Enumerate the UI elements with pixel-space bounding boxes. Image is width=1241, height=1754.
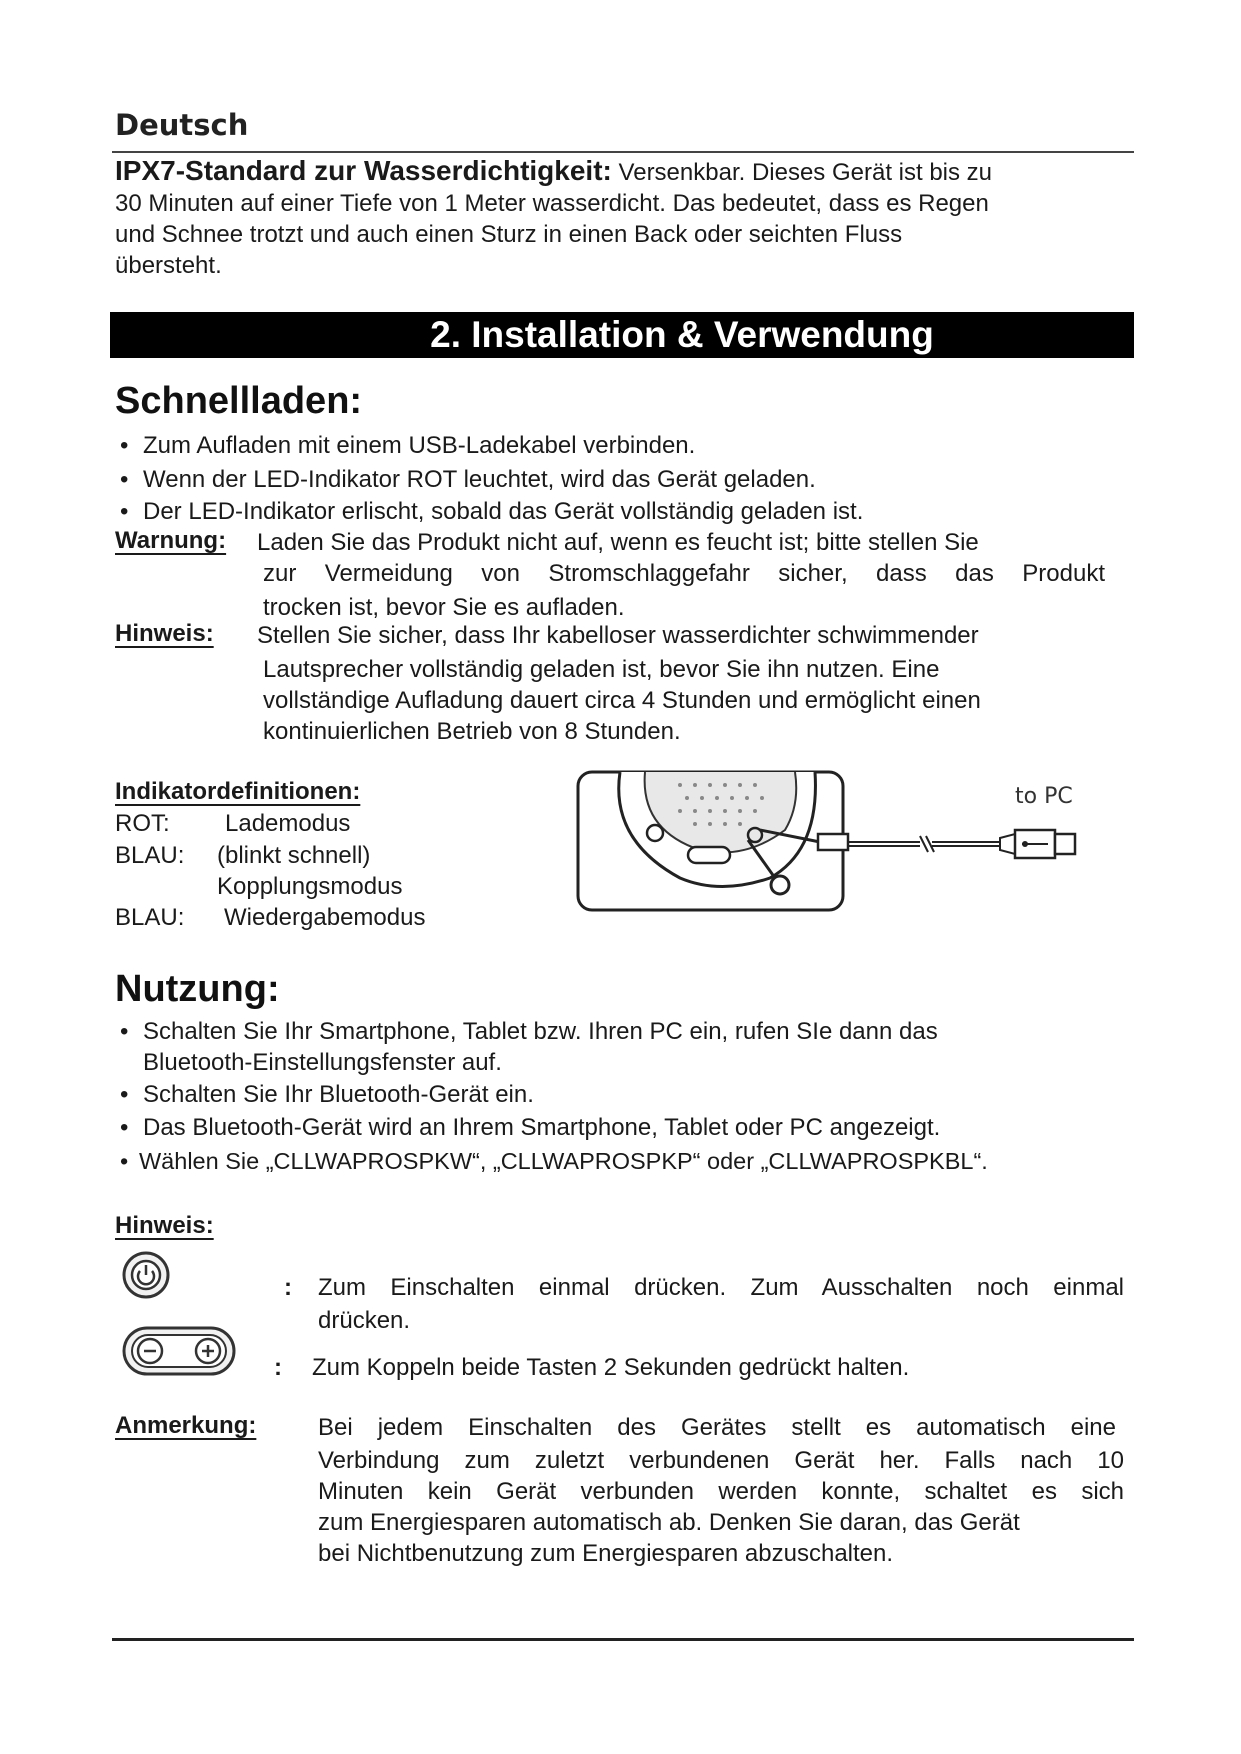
anmerkung-line4: zum Energiesparen automatisch ab. Denken Sie daran, das Gerät bbox=[318, 1509, 1020, 1536]
warnung-line3: trocken ist, bevor Sie es aufladen. bbox=[263, 594, 625, 621]
nutzung-list bbox=[115, 1016, 1125, 1179]
indicator-value-kopplung: Kopplungsmodus bbox=[217, 873, 403, 900]
indicator-value-blinkt: (blinkt schnell) bbox=[217, 842, 371, 869]
ipx-text-line2: 30 Minuten auf einer Tiefe von 1 Meter wasserdicht. Das bedeutet, dass es Regen bbox=[115, 190, 989, 217]
warnung-line2: zur Vermeidung von Stromschlaggefahr sicher, dass das Produkt bbox=[263, 560, 1105, 587]
ipx-text-line1: Versenkbar. Dieses Gerät ist bis zu bbox=[618, 159, 993, 186]
power-text-line1: Zum Einschalten einmal drücken. Zum Ausschalten noch einmal bbox=[318, 1274, 1124, 1301]
indicator-value-wiedergabe: Wiedergabemodus bbox=[224, 904, 426, 931]
indicator-key-rot: ROT: bbox=[115, 810, 170, 837]
ipx-title: IPX7-Standard zur Wasserdichtigkeit: bbox=[115, 155, 612, 186]
list-item bbox=[115, 1016, 1125, 1078]
ipx-paragraph bbox=[115, 155, 1125, 281]
hinweis-line4: kontinuierlichen Betrieb von 8 Stunden. bbox=[263, 718, 681, 745]
nutzung-bullet1-line1: • Schalten Sie Ihr Smartphone, Tablet bzw. Ihren PC ein, rufen SIe dann das bbox=[143, 1018, 938, 1045]
hinweis-line1: Stellen Sie sicher, dass Ihr kabelloser wasserdichter schwimmender bbox=[257, 622, 979, 649]
section-title: 2. Installation & Verwendung bbox=[430, 314, 934, 355]
pair-text: Zum Koppeln beide Tasten 2 Sekunden gedrückt halten. bbox=[312, 1354, 910, 1381]
to-pc-label: to PC bbox=[1015, 784, 1073, 809]
ipx-text-line3: und Schnee trotzt und auch einen Sturz in einen Back oder seichten Fluss bbox=[115, 221, 903, 248]
power-button-icon bbox=[118, 1250, 174, 1300]
power-colon: : bbox=[284, 1274, 292, 1301]
indicator-key-blau: BLAU: bbox=[115, 842, 185, 869]
list-item: • Wenn der LED-Indikator ROT leuchtet, wird das Gerät geladen. bbox=[115, 463, 1115, 497]
anmerkung-line3: Minuten kein Gerät verbunden werden konnte, schaltet es sich bbox=[318, 1478, 1124, 1505]
warnung-line1: Laden Sie das Produkt nicht auf, wenn es feucht ist; bitte stellen Sie bbox=[257, 529, 979, 556]
hinweis-line3: vollständige Aufladung dauert circa 4 Stunden und ermöglicht einen bbox=[263, 687, 981, 714]
section-banner bbox=[110, 312, 1134, 358]
list-item: • Zum Aufladen mit einem USB-Ladekabel verbinden. bbox=[115, 429, 1115, 463]
schnellladen-list bbox=[115, 429, 1115, 527]
anmerkung-label: Anmerkung: bbox=[115, 1412, 257, 1439]
list-item: • Das Bluetooth-Gerät wird an Ihrem Smartphone, Tablet oder PC angezeigt. bbox=[115, 1112, 1125, 1143]
indicators-heading: Indikatordefinitionen: bbox=[115, 778, 361, 805]
list-item: • Wählen Sie „CLLWAPROSPKW“, „CLLWAPROSPKP“ oder „CLLWAPROSPKBL“. bbox=[115, 1143, 1125, 1179]
hinweis-label: Hinweis: bbox=[115, 620, 214, 647]
language-heading: Deutsch bbox=[115, 108, 249, 142]
charging-figure bbox=[570, 760, 1110, 920]
pair-colon: : bbox=[274, 1354, 282, 1381]
list-item: • Schalten Sie Ihr Bluetooth-Gerät ein. bbox=[115, 1078, 1125, 1112]
anmerkung-line2: Verbindung zum zuletzt verbundenen Gerät her. Falls nach 10 bbox=[318, 1447, 1124, 1474]
hinweis-line2: Lautsprecher vollständig geladen ist, bevor Sie ihn nutzen. Eine bbox=[263, 656, 940, 683]
nutzung-bullet1-line2: Bluetooth-Einstellungsfenster auf. bbox=[143, 1049, 502, 1076]
footer-rule bbox=[112, 1638, 1134, 1641]
anmerkung-line1: Bei jedem Einschalten des Gerätes stellt es automatisch eine bbox=[318, 1414, 1116, 1441]
indicator-value-lademodus: Lademodus bbox=[225, 810, 351, 837]
ipx-text-line4: übersteht. bbox=[115, 252, 222, 279]
hinweis2-heading: Hinweis: bbox=[115, 1212, 214, 1239]
schnellladen-heading: Schnellladen: bbox=[115, 380, 363, 422]
pair-buttons-icon bbox=[120, 1322, 240, 1382]
list-item: • Der LED-Indikator erlischt, sobald das Gerät vollständig geladen ist. bbox=[115, 497, 1115, 527]
indicator-key-blau-2: BLAU: bbox=[115, 904, 185, 931]
warnung-label: Warnung: bbox=[115, 527, 227, 554]
power-text-line2: drücken. bbox=[318, 1307, 411, 1334]
header-rule bbox=[112, 151, 1134, 153]
nutzung-heading: Nutzung: bbox=[115, 968, 280, 1010]
anmerkung-line5: bei Nichtbenutzung zum Energiesparen abzuschalten. bbox=[318, 1540, 894, 1567]
